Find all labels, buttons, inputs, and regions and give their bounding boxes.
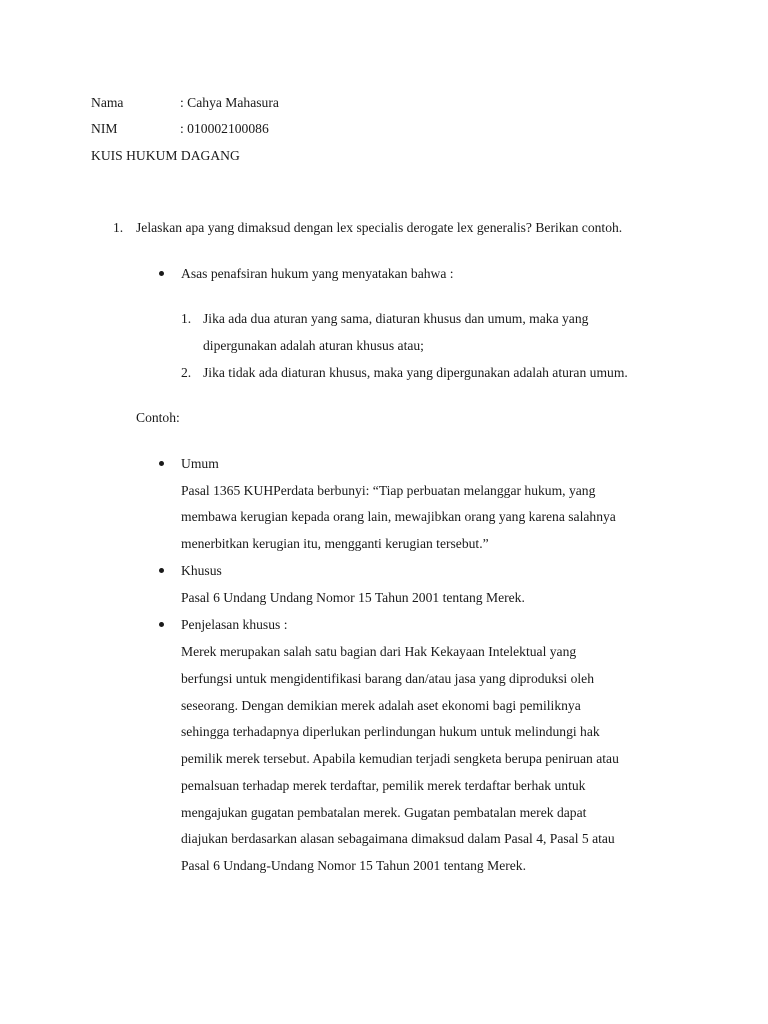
example-item-line: Pasal 1365 KUHPerdata berbunyi: “Tiap perbuatan melanggar hukum, yang — [181, 483, 596, 498]
paragraph-line: pemalsuan terhadap merek terdaftar, pemilik merek terdaftar berhak untuk — [181, 778, 586, 793]
example-item-line: membawa kerugian kepada orang lain, mewajibkan orang yang karena salahnya — [181, 509, 616, 524]
bullet-icon — [159, 461, 164, 466]
example-item-title: Penjelasan khusus : — [181, 617, 288, 632]
paragraph-line: diajukan berdasarkan alasan sebagaimana dimaksud dalam Pasal 4, Pasal 5 atau — [181, 831, 615, 846]
question-text: Jelaskan apa yang dimaksud dengan lex specialis derogate lex generalis? Berikan contoh. — [136, 220, 623, 235]
example-item-line: menerbitkan kerugian itu, mengganti kerugian tersebut.” — [181, 536, 489, 551]
paragraph-line: sehingga terhadapnya diperlukan perlindungan hukum untuk melindungi hak — [181, 724, 600, 739]
bullet-icon — [159, 568, 164, 573]
point-line: dipergunakan adalah aturan khusus atau; — [203, 338, 424, 353]
document-title: KUIS HUKUM DAGANG — [91, 148, 240, 163]
point-number: 1. — [181, 311, 192, 326]
paragraph-line: Pasal 6 Undang-Undang Nomor 15 Tahun 2001 tentang Merek. — [181, 858, 526, 873]
paragraph-line: berfungsi untuk mengidentifikasi barang dan/atau jasa yang diproduksi oleh — [181, 671, 594, 686]
name-label: Nama — [91, 95, 124, 110]
bullet-icon — [159, 271, 164, 276]
paragraph-line: mengajukan gugatan pembatalan merek. Gugatan pembatalan merek dapat — [181, 805, 587, 820]
paragraph-line: seseorang. Dengan demikian merek adalah aset ekonomi bagi pemiliknya — [181, 698, 581, 713]
bullet-icon — [159, 622, 164, 627]
point-line: Jika tidak ada diaturan khusus, maka yang dipergunakan adalah aturan umum. — [203, 365, 628, 380]
bullet-intro-text: Asas penafsiran hukum yang menyatakan bahwa : — [181, 266, 454, 281]
nim-label: NIM — [91, 121, 118, 136]
paragraph-line: pemilik merek tersebut. Apabila kemudian terjadi sengketa berupa peniruan atau — [181, 751, 619, 766]
example-item-title: Khusus — [181, 563, 222, 578]
example-label: Contoh: — [136, 410, 180, 425]
nim-value: : 010002100086 — [180, 121, 269, 136]
example-item-title: Umum — [181, 456, 219, 471]
point-number: 2. — [181, 365, 192, 380]
point-line: Jika ada dua aturan yang sama, diaturan khusus dan umum, maka yang — [203, 311, 589, 326]
question-number: 1. — [113, 220, 124, 235]
name-value: : Cahya Mahasura — [180, 95, 279, 110]
paragraph-line: Merek merupakan salah satu bagian dari Hak Kekayaan Intelektual yang — [181, 644, 577, 659]
example-item-line: Pasal 6 Undang Undang Nomor 15 Tahun 2001 tentang Merek. — [181, 590, 525, 605]
